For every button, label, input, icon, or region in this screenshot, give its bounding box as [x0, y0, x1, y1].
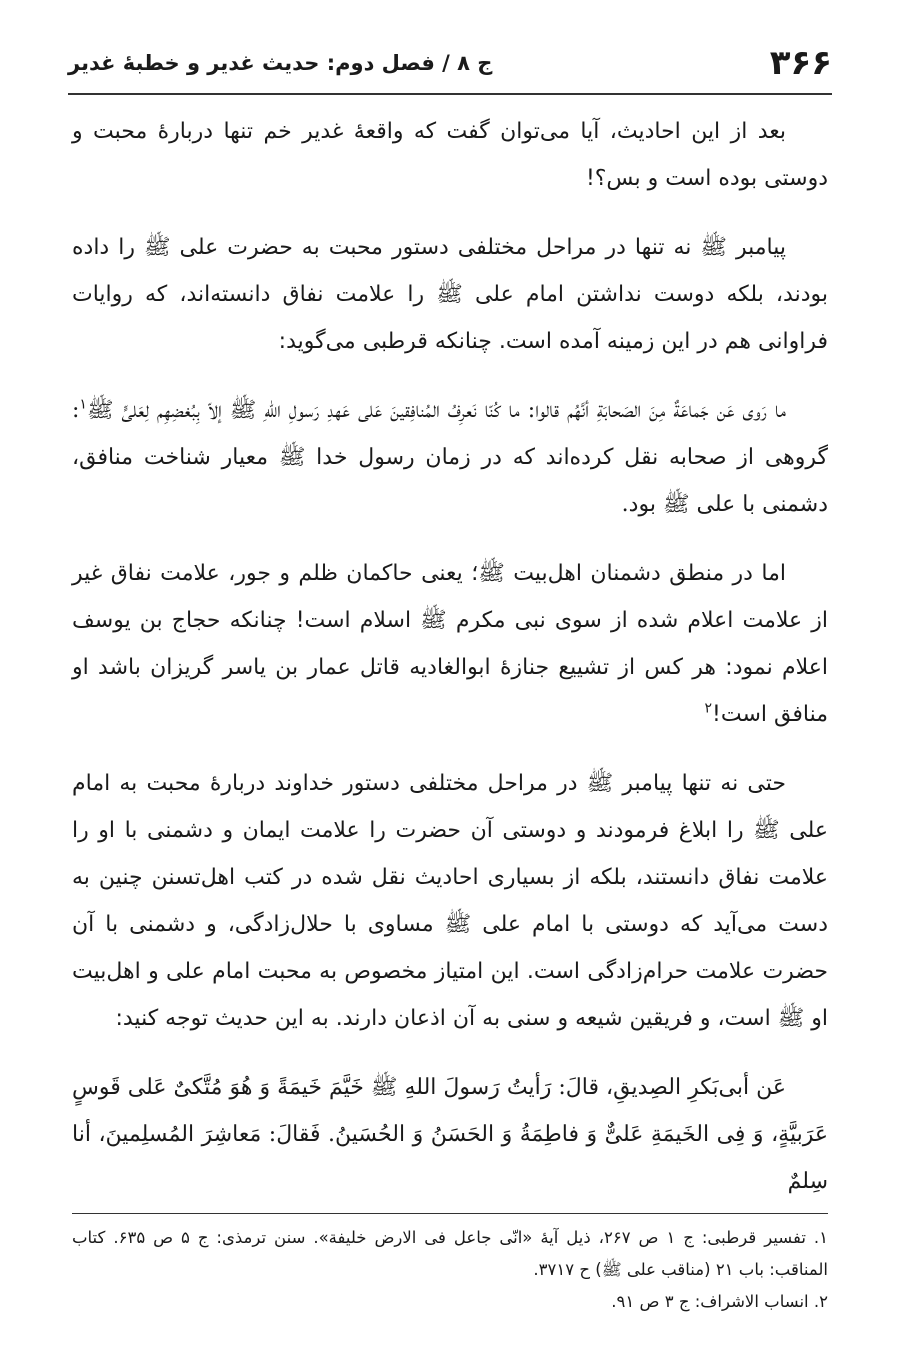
paragraph-3-arabic-text: ما رَوی عَن جَماعَةٌ مِنَ الصَحابَةِ أنَّهُم قالوا: ما کُنّا نَعرِفُ المُنافِقینَ عَلی عَهدِ رَسولِ اللهِ ﷺ إلاّ بِبُغضِهِم لِعَلیٍّ ﷺ — [86, 398, 786, 423]
paragraph-1 — [72, 108, 828, 202]
footnote-2: ۲. انساب الاشراف: ج ۳ ص ۹۱. — [611, 1292, 828, 1311]
paragraph-1-text: بعد از این احادیث، آیا می‌توان گفت که واقعهٔ غدیر خم تنها دربارهٔ محبت و دوستی بوده است و بس؟! — [72, 119, 828, 191]
header-divider — [68, 93, 832, 95]
footnote-1: ۱. تفسیر قرطبی: ج ۱ ص ۲۶۷، ذیل آیهٔ «انّی جاعل فی الارض خلیفة». سنن ترمذی: ج ۵ ص ۶۳۵. کتاب المناقب: باب ۲۱ (مناقب علی ﷺ) ح ۳۷۱۷. — [72, 1228, 828, 1279]
running-head: ج ۸ / فصل دوم: حدیث غدیر و خطبهٔ غدیر — [68, 51, 493, 75]
paragraph-6-text: عَن أبی‌بَکرِ الصِدیقِ، قالَ: رَأیتُ رَسولَ اللهِ ﷺ خَیَّمَ خَیمَةً وَ هُوَ مُتَّکیٌ عَلی قَوسٍ عَرَبیَّةٍ، وَ فِی الخَیمَةِ عَلیٌّ وَ فاطِمَةُ وَ الحَسَنُ وَ الحُسَینُ. فَقالَ: مَعاشِرَ المُسلِمینَ، أنا سِلمٌ — [72, 1075, 828, 1194]
paragraph-3-translation: : گروهی از صحابه نقل کرده‌اند که در زمان رسول خدا ﷺ معیار شناخت منافق، دشمنی با علی ﷺ بود. — [72, 398, 828, 517]
paragraph-2 — [72, 224, 828, 365]
paragraph-5 — [72, 760, 828, 1042]
paragraph-2-text: پیامبر ﷺ نه تنها در مراحل مختلفی دستور محبت به حضرت علی ﷺ را داده بودند، بلکه دوست نداشتن امام علی ﷺ را علامت نفاق دانسته‌اند، که روایات فراوانی هم در این زمینه آمده است. چنانکه قرطبی می‌گوید: — [72, 235, 828, 354]
paragraph-4-text: اما در منطق دشمنان اهل‌بیت ﷺ؛ یعنی حاکمان ظلم و جور، علامت نفاق غیر از علامت اعلام شده از سوی نبی مکرم ﷺ اسلام است! چنانکه حجاج بن یوسف اعلام نمود: هر کس از تشییع جنازهٔ ابوالغادیه قاتل عمار بن یاسر گریزان باشد او منافق است! — [72, 561, 828, 727]
footnote-ref-2[interactable]: ۲ — [704, 700, 713, 717]
footnote-ref-1[interactable]: ۱ — [79, 396, 87, 413]
body-text — [72, 108, 828, 1227]
page-header — [68, 38, 832, 88]
paragraph-5-text: حتی نه تنها پیامبر ﷺ در مراحل مختلفی دستور خداوند دربارهٔ محبت به امام علی ﷺ را ابلاغ فرمودند و دوستی آن حضرت را علامت ایمان و دشمنی با او را علامت نفاق دانستند، بلکه از بسیاری احادیث نقل شده در کتب اهل‌تسنن چنین به دست می‌آید که دوستی با امام علی ﷺ مساوی با حلال‌زادگی، و دشمنی با آن حضرت علامت حرام‌زادگی است. این امتیاز مخصوص به محبت امام علی و اهل‌بیت او ﷺ است، و فریقین شیعه و سنی به آن اذعان دارند. به این حدیث توجه کنید: — [72, 771, 828, 1031]
paragraph-4 — [72, 550, 828, 738]
paragraph-3-quotation — [72, 387, 828, 528]
footnotes — [72, 1213, 828, 1318]
paragraph-6-hadith — [72, 1064, 828, 1205]
page-number: ۳۶۶ — [769, 43, 832, 83]
footnote-divider — [72, 1213, 828, 1214]
